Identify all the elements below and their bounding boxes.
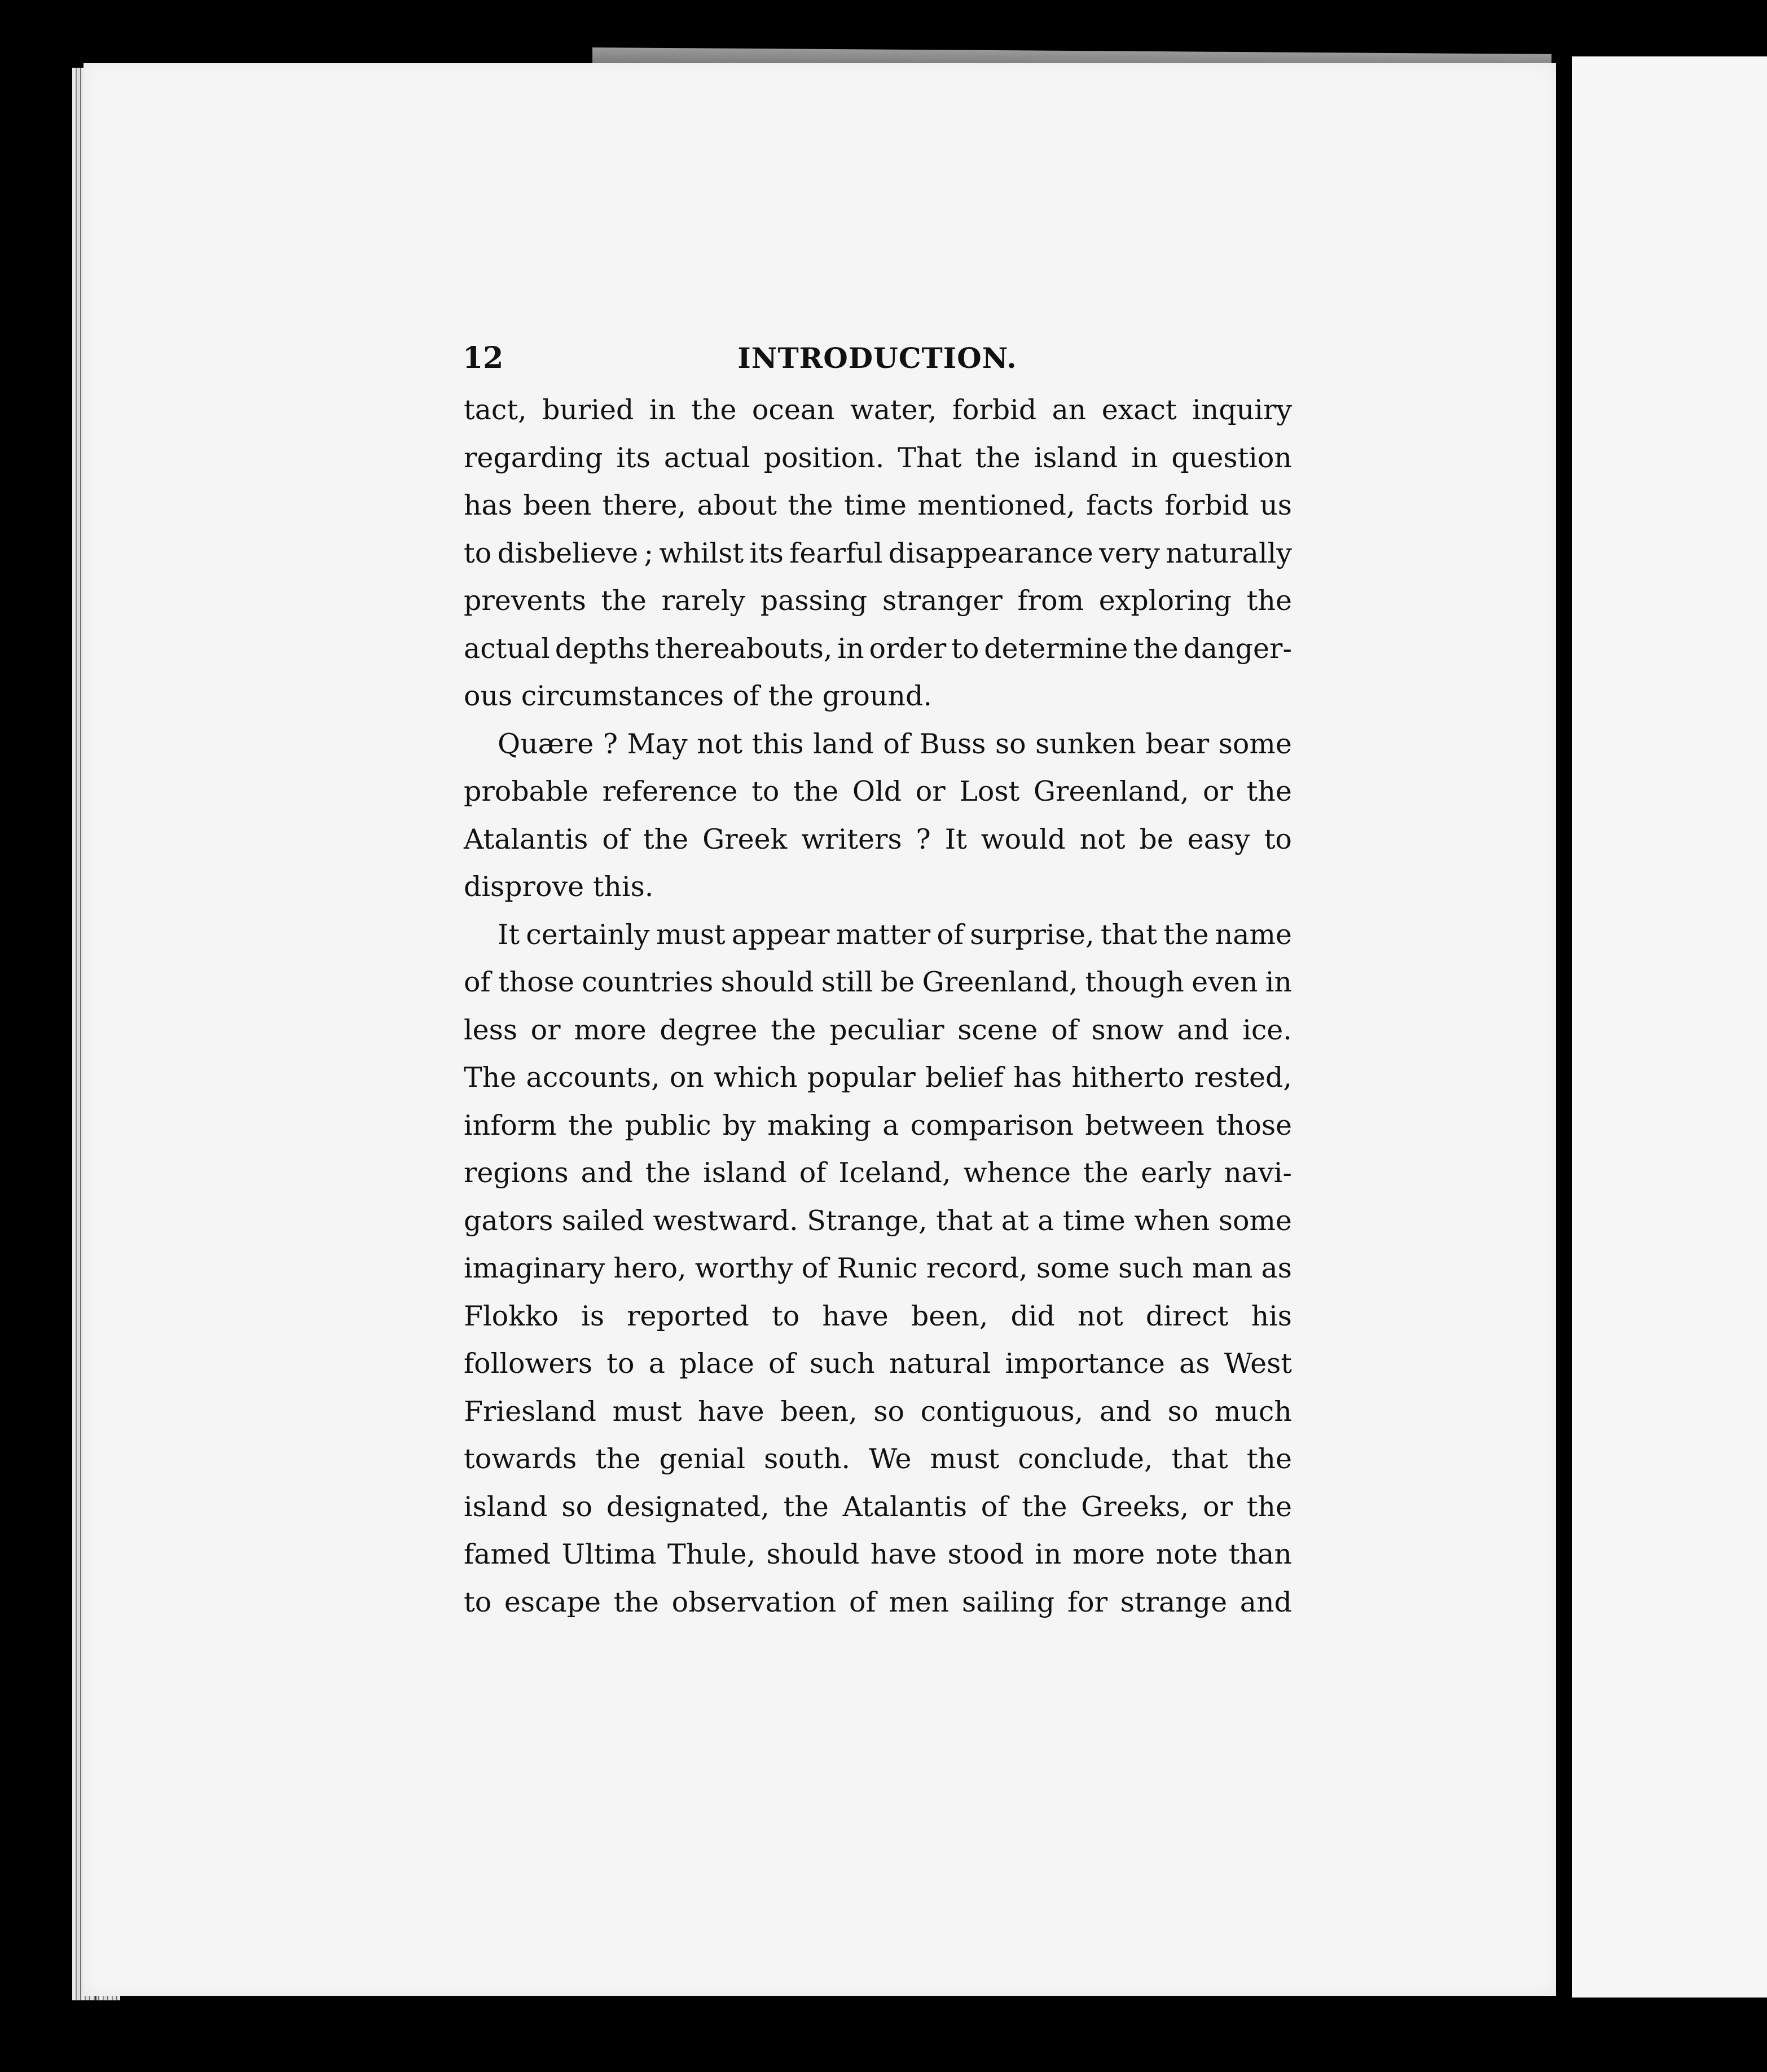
text-line: Flokko is reported to have been, did not direct his bbox=[464, 1300, 1292, 1332]
page-header bbox=[463, 333, 1292, 384]
text-line: Quære ? May not this land of Buss so sunken bear some bbox=[498, 727, 1292, 760]
text-line: imaginary hero, worthy of Runic record, some such man as bbox=[464, 1252, 1292, 1284]
text-line: to escape the observation of men sailing for strange and bbox=[464, 1586, 1292, 1618]
paragraph-1 bbox=[464, 387, 1292, 721]
text-line: less or more degree the peculiar scene of snow and ice. bbox=[464, 1013, 1292, 1046]
text-line: probable reference to the Old or Lost Greenland, or the bbox=[464, 775, 1292, 807]
text-line: It certainly must appear matter of surprise, that the name bbox=[498, 918, 1292, 951]
facing-page bbox=[1572, 56, 1767, 1998]
text-line: tact, buried in the ocean water, forbid an exact inquiry bbox=[464, 394, 1292, 426]
running-title: INTRODUCTION. bbox=[737, 341, 1017, 375]
text-line: to disbelieve ; whilst its fearful disappearance very naturally bbox=[464, 537, 1292, 569]
text-line: regions and the island of Iceland, whence the early navi- bbox=[464, 1157, 1292, 1189]
text-line: of those countries should still be Greenland, though even in bbox=[464, 966, 1292, 998]
paragraph-2 bbox=[464, 721, 1292, 911]
text-line: regarding its actual position. That the island in question bbox=[464, 441, 1292, 474]
text-line: gators sailed westward. Strange, that at a time when some bbox=[464, 1204, 1292, 1237]
text-line: has been there, about the time mentioned, facts forbid us bbox=[464, 489, 1292, 521]
text-line: Atalantis of the Greek writers ? It would not be easy to bbox=[464, 823, 1292, 855]
page-number: 12 bbox=[463, 341, 504, 375]
text-line: The accounts, on which popular belief has hitherto rested, bbox=[464, 1061, 1292, 1094]
text-line: inform the public by making a comparison between those bbox=[464, 1109, 1292, 1142]
body-text bbox=[464, 387, 1292, 1626]
text-line: island so designated, the Atalantis of the Greeks, or the bbox=[464, 1490, 1292, 1523]
text-line: followers to a place of such natural importance as West bbox=[464, 1347, 1292, 1380]
text-line: Friesland must have been, so contiguous, and so much bbox=[464, 1395, 1292, 1428]
text-line: prevents the rarely passing stranger from exploring the bbox=[464, 585, 1292, 617]
text-line: ous circumstances of the ground. bbox=[464, 680, 932, 712]
paragraph-3 bbox=[464, 911, 1292, 1627]
text-line: towards the genial south. We must conclude, that the bbox=[464, 1443, 1292, 1475]
text-line: famed Ultima Thule, should have stood in more note than bbox=[464, 1538, 1292, 1570]
text-line: actual depths thereabouts, in order to determine the danger- bbox=[464, 632, 1292, 665]
text-line: disprove this. bbox=[464, 871, 654, 903]
